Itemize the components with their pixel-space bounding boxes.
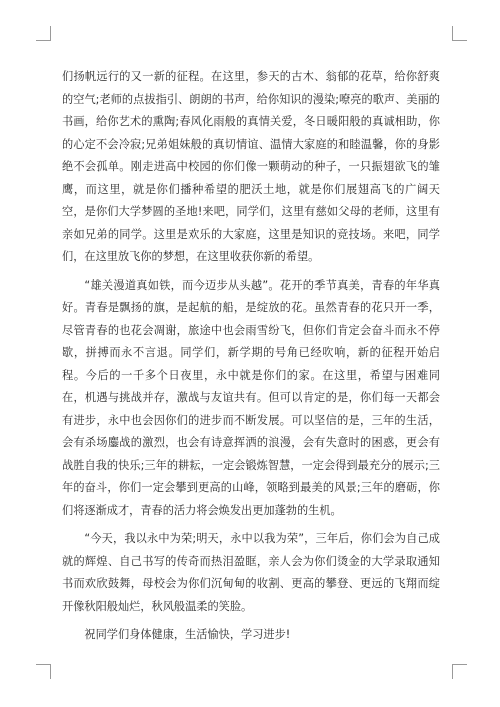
paragraph-2: “雄关漫道真如铁，而今迈步从头越”。花开的季节真美，青春的年华真好。青春是飘扬的旗，是起航的船，是绽放的花。虽然青春的花只开一季，尽管青春的也花会凋谢，旅途中也会雨雪纷飞，但你们肯定会奋斗而永不停歇，拼搏而永不言退。同学们，新学期的号角已经吹响，新的征程开始启程。今后的一千多个日夜里，永中就是你们的家。在这里，希望与困难同在，机遇与挑战并存，激战与友谊共有。但可以肯定的是，你们每一天都会有进步，永中也会因你们的进步而不断发展。可以坚信的是，三年的生活，会有杀场鏖战的激烈，也会有诗意挥洒的浪漫，会有失意时的困惑，更会有战胜自我的快乐;三年的耕耘，一定会锻炼智慧，一定会得到最充分的展示;三年的奋斗，你们一定会攀到更高的山峰，领略到最美的风景;三年的磨砺，你们将逐渐成才，青春的活力将会焕发出更加蓬勃的生机。 xyxy=(62,278,440,517)
paragraph-1: 们扬帆远行的又一新的征程。在这里，参天的古木、翁郁的花草，给你舒爽的空气;老师的点拔指引、朗朗的书声，给你知识的漫染;嘹亮的歌声、美丽的书画，给你艺术的熏陶;春风化雨般的真情关爱，冬日暖阳般的真诚相助，你的心定不会冷寂;兄弟姐妹般的真切情谊、温情大家庭的和睦温馨，你的身影绝不会孤单。刚走进高中校园的你们像一颗萌动的种子，一只振翅欲飞的雏鹰，而这里，就是你们播种希望的肥沃土地，就是你们展翅高飞的广阔天空，是你们大学梦圆的圣地!来吧，同学们，这里有慈如父母的老师，这里有亲如兄弟的同学。这里是欢乐的大家庭，这里是知识的竞技场。来吧，同学们，在这里放飞你的梦想，在这里收获你新的希望。 xyxy=(62,70,440,263)
crop-mark-top-left xyxy=(36,26,51,41)
crop-mark-bottom-right xyxy=(452,664,467,679)
crop-mark-bottom-left xyxy=(36,664,51,679)
document-body xyxy=(62,66,440,653)
paragraph-3: “今天，我以永中为荣;明天，永中以我为荣”，三年后，你们会为自己成就的辉煌、自己书写的传奇而热泪盈眶，亲人会为你们烫金的大学录取通知书而欢欣鼓舞，母校会为你们沉甸甸的收割、更高的攀登、更远的飞翔而绽开像秋阳般灿烂，秋风般温柔的笑脸。 xyxy=(62,532,440,613)
paragraph-4: 祝同学们身体健康，生活愉快，学习进步! xyxy=(84,628,291,641)
crop-mark-top-right xyxy=(452,26,467,41)
